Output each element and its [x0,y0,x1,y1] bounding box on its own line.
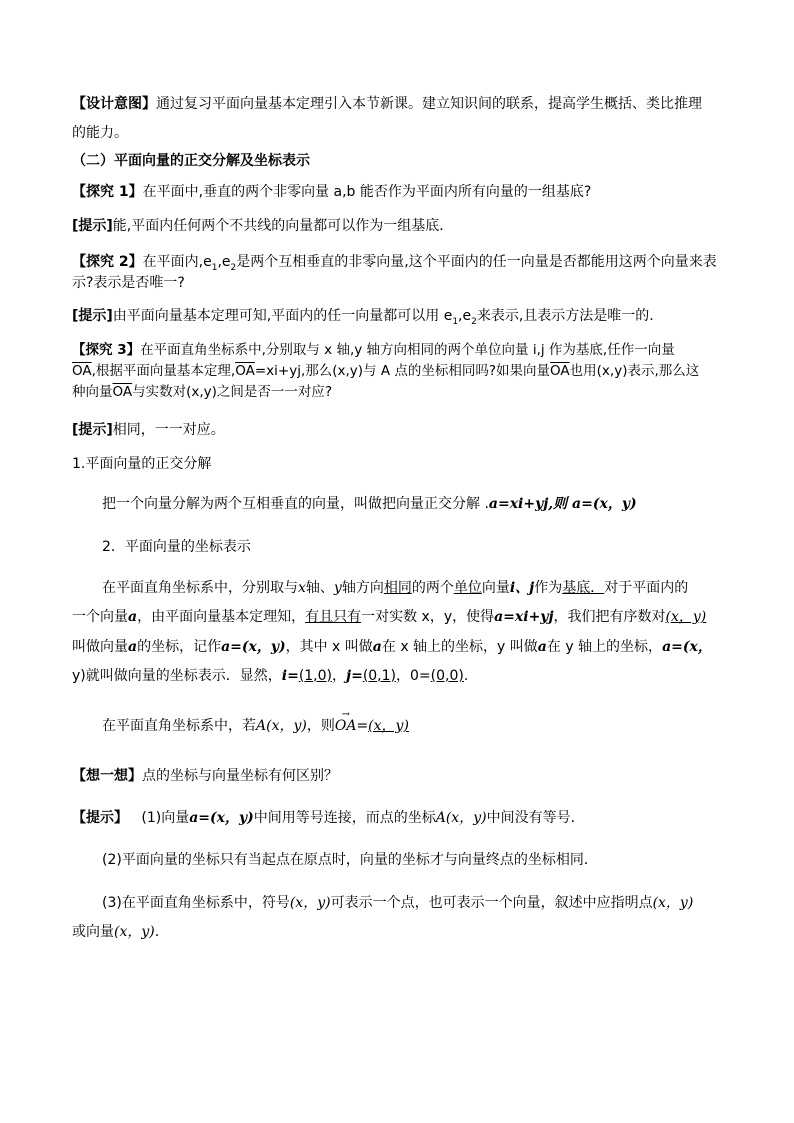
orthogonal-decomposition-text: 把一个向量分解为两个互相垂直的向量，叫做把向量正交分解 .a=xi+yj,则 a=(x，y) [102,496,637,512]
design-intent-line1: 【设计意图】通过复习平面向量基本定理引入本节新课。建立知识间的联系，提高学生概括、类比推理 [72,96,702,112]
design-intent-tag: 【设计意图】 [72,96,156,112]
vector-oa: $\overline{OA}$ [112,384,133,400]
design-intent-line2: 的能力。 [72,125,128,141]
vector-oa: $\overline{OA}$ [72,363,92,379]
think-tag: 【想一想】 [72,768,142,784]
subsection-2-title: 2．平面向量的坐标表示 [102,539,251,555]
hint-3-tag: [提示] [72,422,113,438]
explore-3-line2: $\overline{OA}$,根据平面向量基本定理$,\overline{OA}=xi+yj$,那么(x,y)与 A 点的坐标相同吗?如果向量$\overline{OA}$也用(x,y)表示,那么这 [72,363,700,379]
explore-3-line1: 【探究 3】在平面直角坐标系中,分别取与 x 轴,y 轴方向相同的两个单位向量 i,j 作为基底,任作一向量 [72,342,675,358]
explore-3-tag: 【探究 3】 [72,342,141,358]
explore-2-line2: 示?表示是否唯一? [72,275,185,291]
explore-2-line1: 【探究 2】在平面内$,e_1,e_2$是两个互相垂直的非零向量,这个平面内的任一向量是否都能用这两个向量来表 [72,254,717,273]
hint-1: [提示]能,平面内任何两个不共线的向量都可以作为一组基底. [72,218,444,234]
hint-2-tag: [提示] [72,308,113,324]
vector-oa-statement: 在平面直角坐标系中，若A(x，y)，则→ OA=(x，y) [102,716,728,736]
subsection-1-title: 1.平面向量的正交分解 [72,456,212,472]
explore-1: 【探究 1】在平面中,垂直的两个非零向量 a,b 能否作为平面内所有向量的一组基底? [72,184,592,200]
coord-para-line4: y)就叫做向量的坐标表示．显然，i=(1,0)，j=(0,1)，0=(0,0). [72,668,469,684]
remark-1: 【提示】 (1)向量a=(x，y)中间用等号连接，而点的坐标A(x，y)中间没有等号． [72,810,585,826]
remark-2: (2)平面向量的坐标只有当起点在原点时，向量的坐标才与向量终点的坐标相同． [102,852,598,868]
hint-1-tag: [提示] [72,218,113,234]
decomposition-equation: a=xi+yj,则 a=(x，y) [488,496,637,512]
coord-para-line1: 在平面直角坐标系中，分别取与x轴、y轴方向相同的两个单位向量i、j作为基底．对于平面内的 [102,580,689,596]
think-question: 【想一想】点的坐标与向量坐标有何区别？ [72,768,338,784]
hint-2: [提示]由平面向量基本定理可知,平面内的任一向量都可以用 $e_1,e_2$来表示,且表示方法是唯一的. [72,308,654,327]
section-heading: （二）平面向量的正交分解及坐标表示 [72,153,310,169]
hint-3: [提示]相同，一一对应。 [72,422,225,438]
vector-oa: $\overline{OA}$ [235,363,255,379]
coord-para-line2: 一个向量a，由平面向量基本定理知，有且只有一对实数 x，y，使得a=xi+yj，我们把有序数对(x，y) [72,609,707,625]
remark-3-line1: (3)在平面直角坐标系中，符号(x，y)可表示一个点，也可表示一个向量，叙述中应指明点(x，y) [102,895,694,911]
explore-1-tag: 【探究 1】 [72,184,143,200]
coord-para-line3: 叫做向量a的坐标，记作a=(x，y)，其中 x 叫做a在 x 轴上的坐标，y 叫做a在 y 轴上的坐标，a=(x， [72,639,712,655]
remark-tag: 【提示】 [72,810,128,826]
remark-3-line2: 或向量(x，y). [72,924,160,940]
vector-oa: $\overline{OA}$ [550,363,570,379]
explore-3-line3: 种向量$\overline{OA}$与实数对(x,y)之间是否一一对应? [72,384,333,400]
vector-oa: → OA [335,716,357,736]
explore-2-tag: 【探究 2】 [72,254,143,270]
